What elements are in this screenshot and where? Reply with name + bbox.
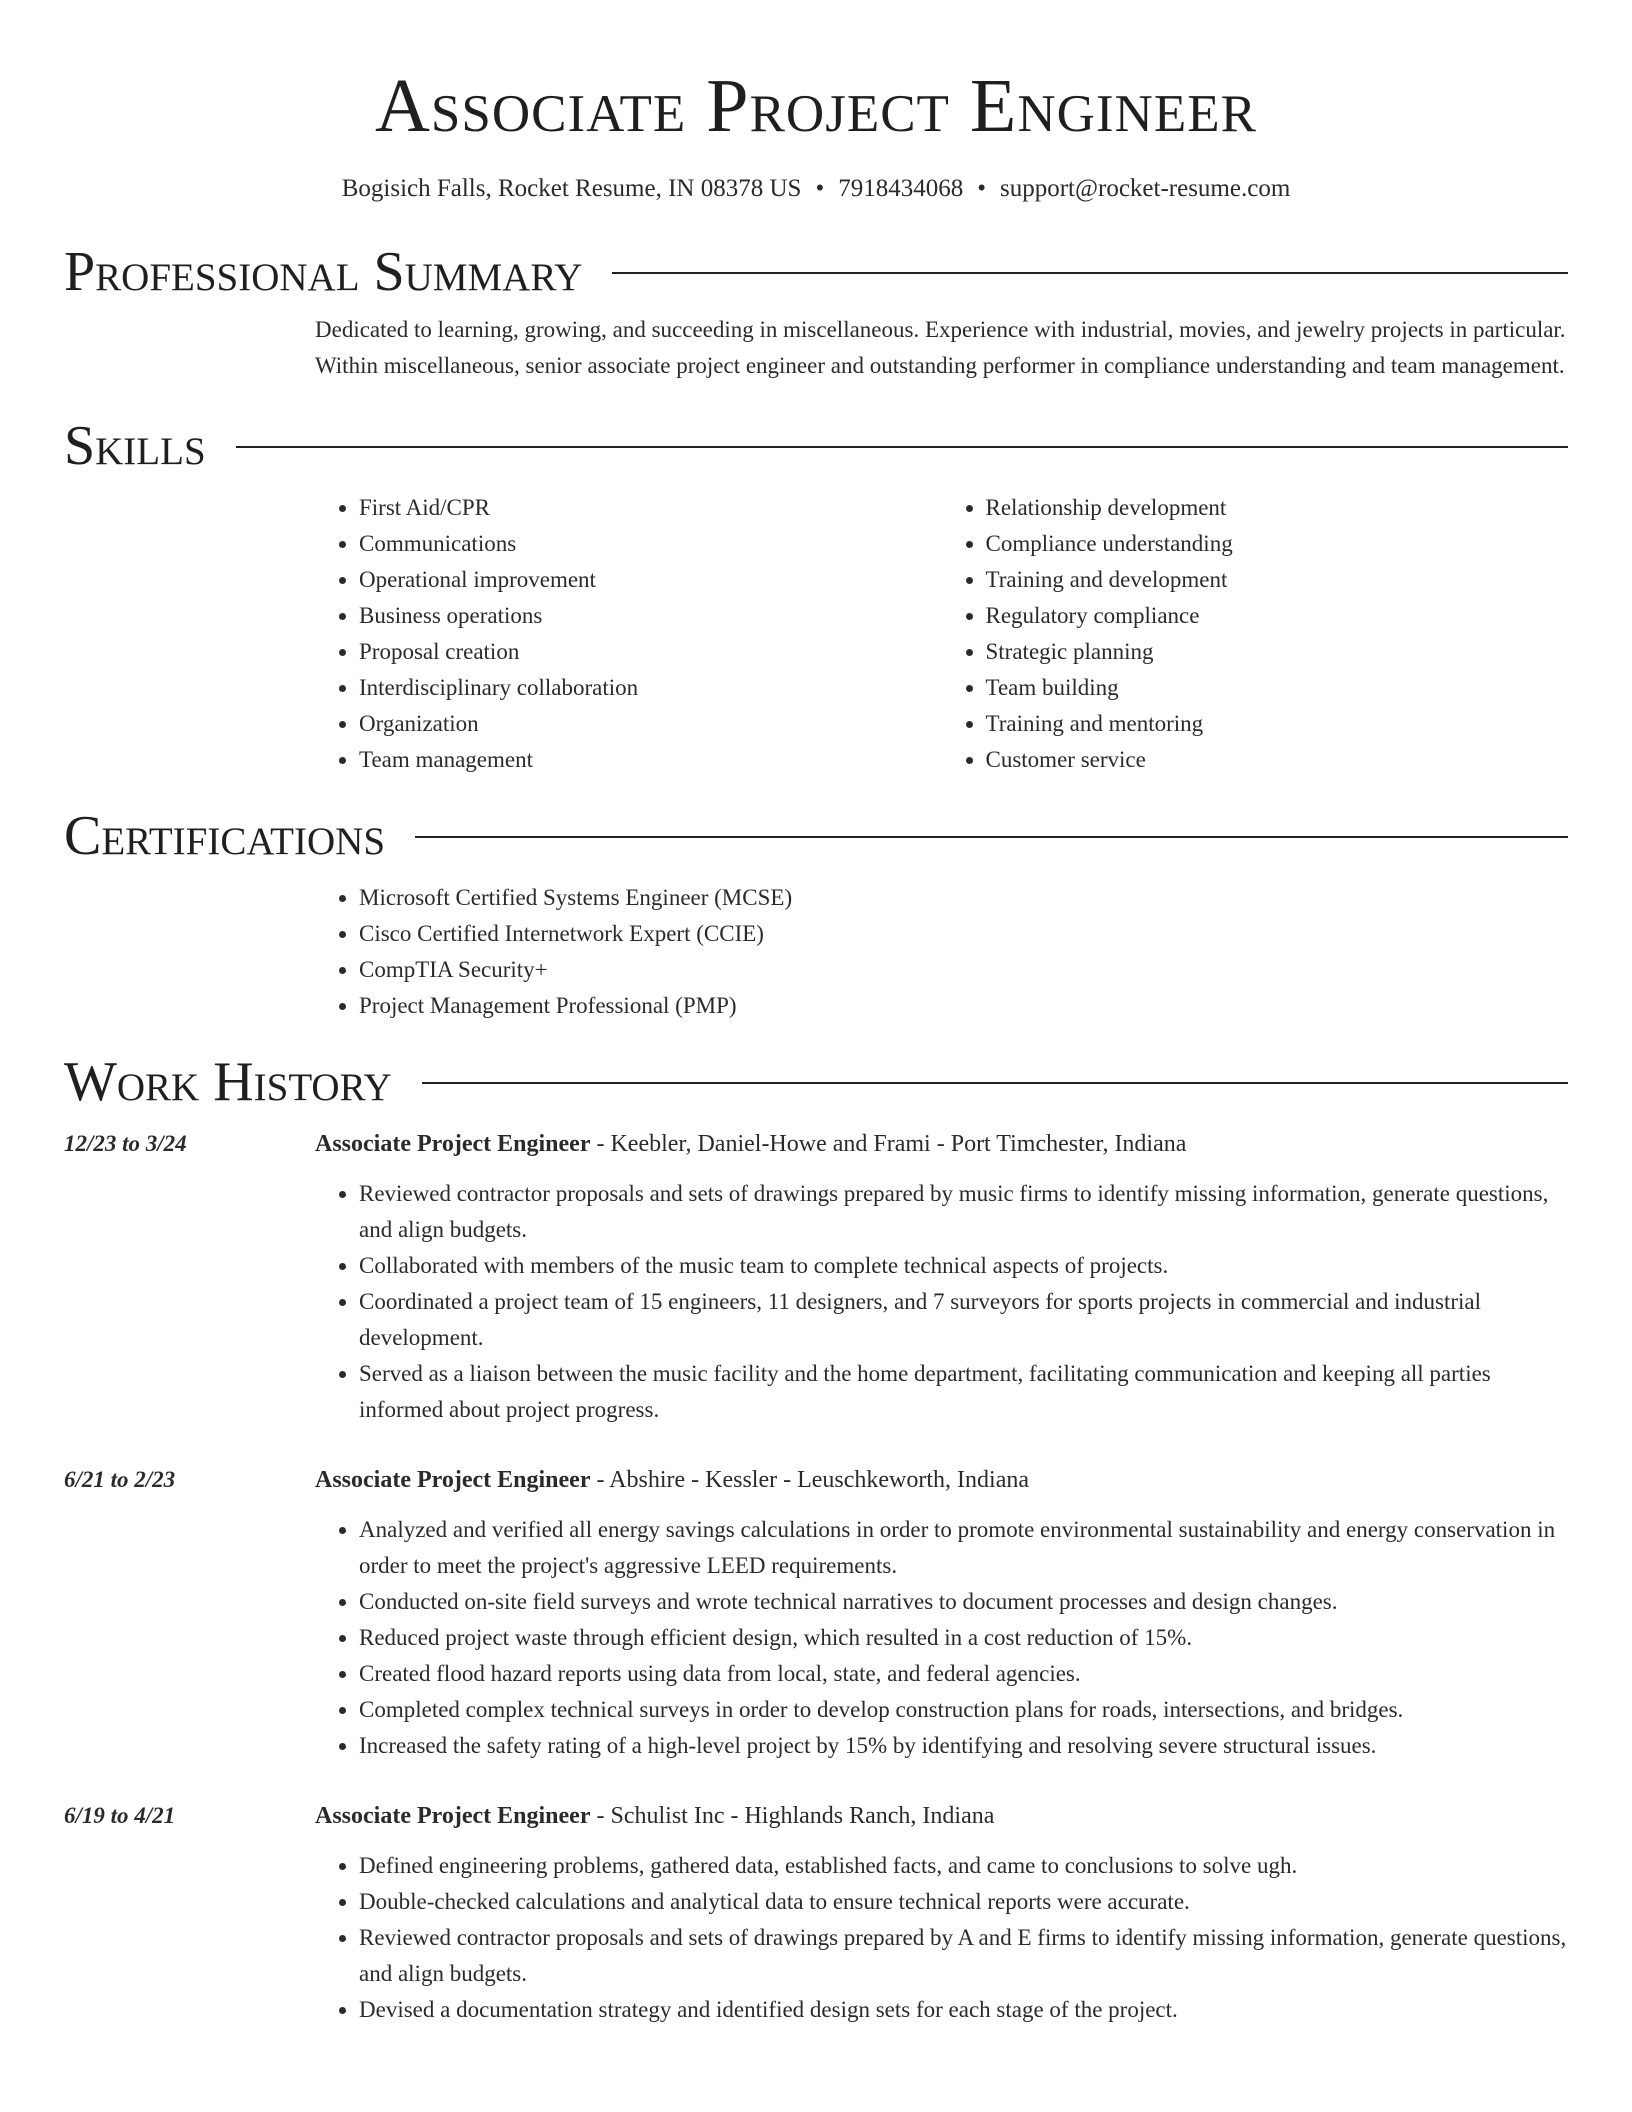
job-bullet: • Completed complex technical surveys in order to develop construction plans for roads, intersections, and bridges.	[359, 1692, 1568, 1728]
job-heading	[315, 1126, 1568, 1162]
section-divider	[236, 446, 1568, 448]
section-title-certifications: Certifications	[64, 805, 386, 867]
job-bullets	[315, 1848, 1568, 2028]
job-company: - Schulist Inc - Highlands Ranch, Indiana	[590, 1803, 995, 1829]
job-entry	[64, 1798, 1568, 2028]
job-details	[315, 1462, 1568, 1764]
certification-item: • Microsoft Certified Systems Engineer (MCSE)	[359, 880, 1568, 916]
section-header-work-history	[64, 1050, 1568, 1114]
job-dates: 6/21 to 2/23	[64, 1467, 176, 1492]
job-bullet: • Conducted on-site field surveys and wrote technical narratives to document processes and design changes.	[359, 1584, 1568, 1620]
job-role: Associate Project Engineer	[315, 1467, 591, 1493]
skill-item: • Organization	[359, 706, 942, 742]
contact-phone: 7918434068	[838, 175, 964, 202]
contact-separator: •	[977, 175, 986, 202]
skill-item: • Team building	[986, 670, 1569, 706]
job-bullet: • Reviewed contractor proposals and sets of drawings prepared by music firms to identify missing information, generate questions, and align budgets.	[359, 1176, 1568, 1248]
job-heading	[315, 1798, 1568, 1834]
job-bullet: • Served as a liaison between the music facility and the home department, facilitating communication and keeping all parties informed about project progress.	[359, 1356, 1568, 1428]
job-bullet: • Devised a documentation strategy and identified design sets for each stage of the project.	[359, 1992, 1568, 2028]
work-history-list	[64, 1126, 1568, 2028]
job-dates: 12/23 to 3/24	[64, 1131, 187, 1156]
job-bullets	[315, 1512, 1568, 1764]
job-bullet: • Reviewed contractor proposals and sets of drawings prepared by A and E firms to identify missing information, generate questions, and align budgets.	[359, 1920, 1568, 1992]
skill-item: • Training and development	[986, 562, 1569, 598]
skill-item: • Proposal creation	[359, 634, 942, 670]
section-header-summary	[64, 240, 1568, 304]
skill-item: • Operational improvement	[359, 562, 942, 598]
certifications-items	[315, 880, 1568, 1024]
job-bullet: • Collaborated with members of the music team to complete technical aspects of projects.	[359, 1248, 1568, 1284]
job-heading	[315, 1462, 1568, 1498]
certification-item: • CompTIA Security+	[359, 952, 1568, 988]
job-bullet: • Defined engineering problems, gathered data, established facts, and came to conclusions to solve ugh.	[359, 1848, 1568, 1884]
job-bullet: • Coordinated a project team of 15 engineers, 11 designers, and 7 surveyors for sports projects in commercial and industrial development.	[359, 1284, 1568, 1356]
contact-email: support@rocket-resume.com	[999, 175, 1291, 202]
section-divider	[422, 1082, 1568, 1084]
job-role: Associate Project Engineer	[315, 1131, 591, 1157]
skill-item: • Compliance understanding	[986, 526, 1569, 562]
skill-item: • Business operations	[359, 598, 942, 634]
skills-list	[315, 490, 1568, 778]
skills-column-right	[942, 490, 1569, 778]
job-entry	[64, 1126, 1568, 1428]
skill-item: • Communications	[359, 526, 942, 562]
contact-address: Bogisich Falls, Rocket Resume, IN 08378 US	[341, 175, 802, 202]
skill-item: • Regulatory compliance	[986, 598, 1569, 634]
section-title-summary: Professional Summary	[64, 241, 583, 303]
certifications-list	[315, 880, 1568, 1024]
section-title-skills: Skills	[64, 415, 206, 477]
summary-text: Dedicated to learning, growing, and succeeding in miscellaneous. Experience with industrial, movies, and jewelry projects in particular. Within miscellaneous, senior associate project engineer and outstanding performer in compliance understanding and team management.	[315, 317, 1566, 378]
contact-separator: •	[815, 175, 825, 202]
contact-line	[64, 174, 1568, 204]
job-bullet: • Double-checked calculations and analytical data to ensure technical reports were accurate.	[359, 1884, 1568, 1920]
certification-item: • Cisco Certified Internetwork Expert (CCIE)	[359, 916, 1568, 952]
job-company: - Abshire - Kessler - Leuschkeworth, Indiana	[590, 1467, 1030, 1493]
skills-column-left	[315, 490, 942, 778]
section-header-skills	[64, 414, 1568, 478]
section-header-certifications	[64, 804, 1568, 868]
certification-item: • Project Management Professional (PMP)	[359, 988, 1568, 1024]
skill-item: • Strategic planning	[986, 634, 1569, 670]
section-divider	[612, 272, 1568, 274]
job-details	[315, 1126, 1568, 1428]
section-divider	[415, 836, 1568, 838]
job-bullet: • Increased the safety rating of a high-level project by 15% by identifying and resolving severe structural issues.	[359, 1728, 1568, 1764]
skill-item: • Team management	[359, 742, 942, 778]
job-entry	[64, 1462, 1568, 1764]
job-bullet: • Created flood hazard reports using data from local, state, and federal agencies.	[359, 1656, 1568, 1692]
job-bullet: • Analyzed and verified all energy savings calculations in order to promote environmental sustainability and energy conservation in order to meet the project's aggressive LEED requirements.	[359, 1512, 1568, 1584]
section-title-work-history: Work History	[64, 1051, 392, 1113]
job-company: - Keebler, Daniel-Howe and Frami - Port Timchester, Indiana	[590, 1131, 1187, 1157]
skill-item: • Relationship development	[986, 490, 1569, 526]
skill-item: • Interdisciplinary collaboration	[359, 670, 942, 706]
skill-item: • First Aid/CPR	[359, 490, 942, 526]
page-title: Associate Project Engineer	[375, 64, 1257, 148]
skill-item: • Customer service	[986, 742, 1569, 778]
job-dates: 6/19 to 4/21	[64, 1803, 176, 1828]
skill-item: • Training and mentoring	[986, 706, 1569, 742]
job-bullet: • Reduced project waste through efficient design, which resulted in a cost reduction of 15%.	[359, 1620, 1568, 1656]
resume-page	[64, 0, 1568, 2028]
job-details	[315, 1798, 1568, 2028]
job-role: Associate Project Engineer	[315, 1803, 591, 1829]
job-bullets	[315, 1176, 1568, 1428]
